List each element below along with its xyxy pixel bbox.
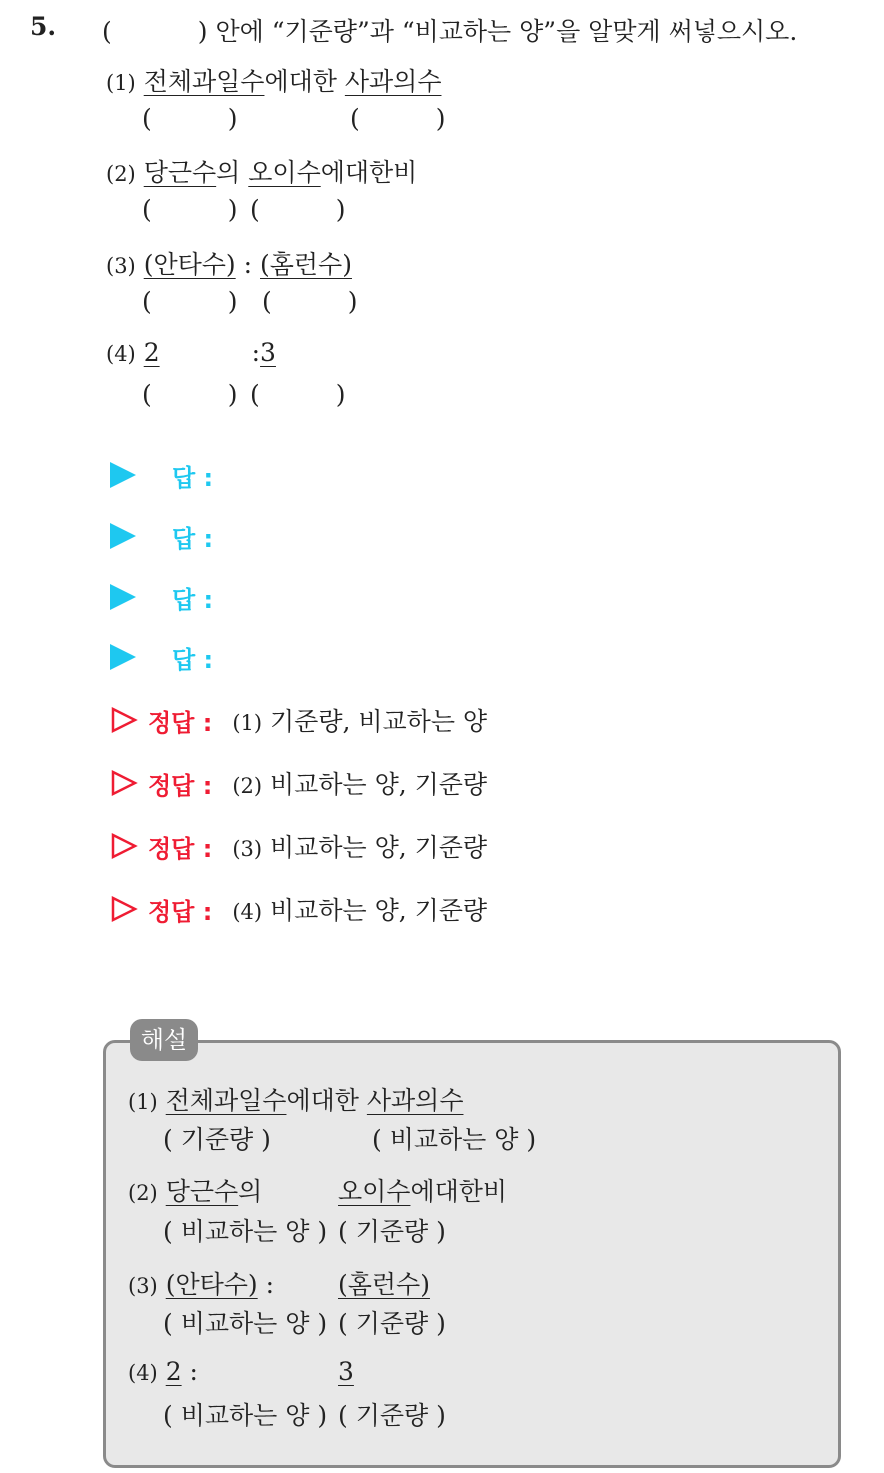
explanation-item-2: (2) 당근수의 bbox=[128, 1177, 263, 1206]
explanation-item-4-b: 3 bbox=[338, 1357, 354, 1386]
answer-label: 답 : bbox=[172, 585, 214, 614]
answer-row[interactable] bbox=[110, 577, 213, 617]
answer-key-row bbox=[110, 700, 487, 740]
explanation-fill-b: ( 기준량 ) bbox=[338, 1401, 446, 1430]
answer-label: 답 : bbox=[172, 463, 214, 492]
explanation-fill-a: ( 비교하는 양 ) bbox=[163, 1217, 328, 1246]
answer-key-row bbox=[110, 763, 487, 803]
item-label: (1) bbox=[106, 71, 136, 95]
explanation-fill-b: ( 기준량 ) bbox=[338, 1309, 446, 1338]
item-term-b: 3 bbox=[260, 338, 276, 367]
item-2 bbox=[106, 153, 417, 189]
item-term-a: 전체과일수 bbox=[143, 67, 265, 96]
question-number: 5. bbox=[30, 12, 57, 41]
explanation-fill-a: ( 비교하는 양 ) bbox=[163, 1401, 328, 1430]
explanation-fill-a: ( 기준량 ) bbox=[163, 1125, 271, 1154]
explanation-fill-b: ( 비교하는 양 ) bbox=[372, 1125, 537, 1154]
answer-key-text: (4) 비교하는 양, 기준량 bbox=[232, 896, 488, 925]
play-arrow-icon bbox=[110, 644, 136, 670]
answer-row[interactable] bbox=[110, 455, 213, 495]
item-3 bbox=[106, 245, 352, 281]
outline-triangle-icon bbox=[110, 706, 138, 734]
answer-key-row bbox=[110, 889, 487, 929]
blank-b: ( ) bbox=[262, 287, 358, 316]
item-term-a: (안타수) bbox=[143, 250, 236, 279]
outline-triangle-icon bbox=[110, 769, 138, 797]
blank-a: ( ) bbox=[142, 195, 238, 224]
answer-key-label: 정답 : bbox=[148, 897, 213, 926]
item-connector: 의 bbox=[216, 158, 241, 187]
blank-a: ( ) bbox=[142, 287, 238, 316]
item-tail: 에대한비 bbox=[320, 158, 418, 187]
explanation-item-3: (3) (안타수) : bbox=[128, 1270, 275, 1299]
answer-key-label: 정답 : bbox=[148, 834, 213, 863]
explanation-fill-b: ( 기준량 ) bbox=[338, 1217, 446, 1246]
item-label: (3) bbox=[106, 254, 136, 278]
item-term-b: 사과의수 bbox=[344, 67, 442, 96]
item-term-b: (홈런수) bbox=[260, 250, 352, 279]
explanation-item-4: (4) 2 : bbox=[128, 1357, 198, 1386]
item-4 bbox=[106, 338, 276, 367]
blank-a: ( ) bbox=[142, 380, 238, 409]
play-arrow-icon bbox=[110, 584, 136, 610]
answer-label: 답 : bbox=[172, 524, 214, 553]
explanation-fill-a: ( 비교하는 양 ) bbox=[163, 1309, 328, 1338]
outline-triangle-icon bbox=[110, 832, 138, 860]
item-connector: : bbox=[235, 250, 260, 279]
answer-key-label: 정답 : bbox=[148, 708, 213, 737]
item-connector: : bbox=[251, 338, 261, 367]
explanation-item-3-b: (홈런수) bbox=[338, 1270, 430, 1299]
blank-b: ( ) bbox=[250, 380, 346, 409]
item-term-b: 오이수 bbox=[248, 158, 321, 187]
answer-key-row bbox=[110, 826, 487, 866]
answer-row[interactable] bbox=[110, 516, 213, 556]
instruction-text: ) 안에 “기준량”과 “비교하는 양”을 알맞게 써넣으시오. bbox=[197, 17, 798, 46]
item-term-a: 당근수 bbox=[143, 158, 217, 187]
item-label: (2) bbox=[106, 162, 136, 186]
play-arrow-icon bbox=[110, 462, 136, 488]
answer-key-label: 정답 : bbox=[148, 771, 213, 800]
answer-key-text: (1) 기준량, 비교하는 양 bbox=[232, 707, 488, 736]
explanation-item-2-b: 오이수에대한비 bbox=[338, 1177, 508, 1206]
blank-b: ( ) bbox=[350, 104, 446, 133]
outline-triangle-icon bbox=[110, 895, 138, 923]
answer-key-text: (2) 비교하는 양, 기준량 bbox=[232, 770, 488, 799]
explanation-item-1: (1) 전체과일수에대한 사과의수 bbox=[128, 1086, 464, 1115]
open-paren: ( bbox=[102, 17, 112, 46]
item-connector: 에대한 bbox=[264, 67, 337, 96]
blank-a: ( ) bbox=[142, 104, 238, 133]
item-label: (4) bbox=[106, 342, 136, 366]
item-1 bbox=[106, 62, 441, 98]
explanation-title: 해설 bbox=[130, 1019, 198, 1061]
answer-key-text: (3) 비교하는 양, 기준량 bbox=[232, 833, 488, 862]
answer-row[interactable] bbox=[110, 637, 213, 677]
question-instruction bbox=[102, 12, 797, 48]
play-arrow-icon bbox=[110, 523, 136, 549]
answer-label: 답 : bbox=[172, 645, 214, 674]
item-term-a: 2 bbox=[143, 338, 160, 367]
blank-b: ( ) bbox=[250, 195, 346, 224]
